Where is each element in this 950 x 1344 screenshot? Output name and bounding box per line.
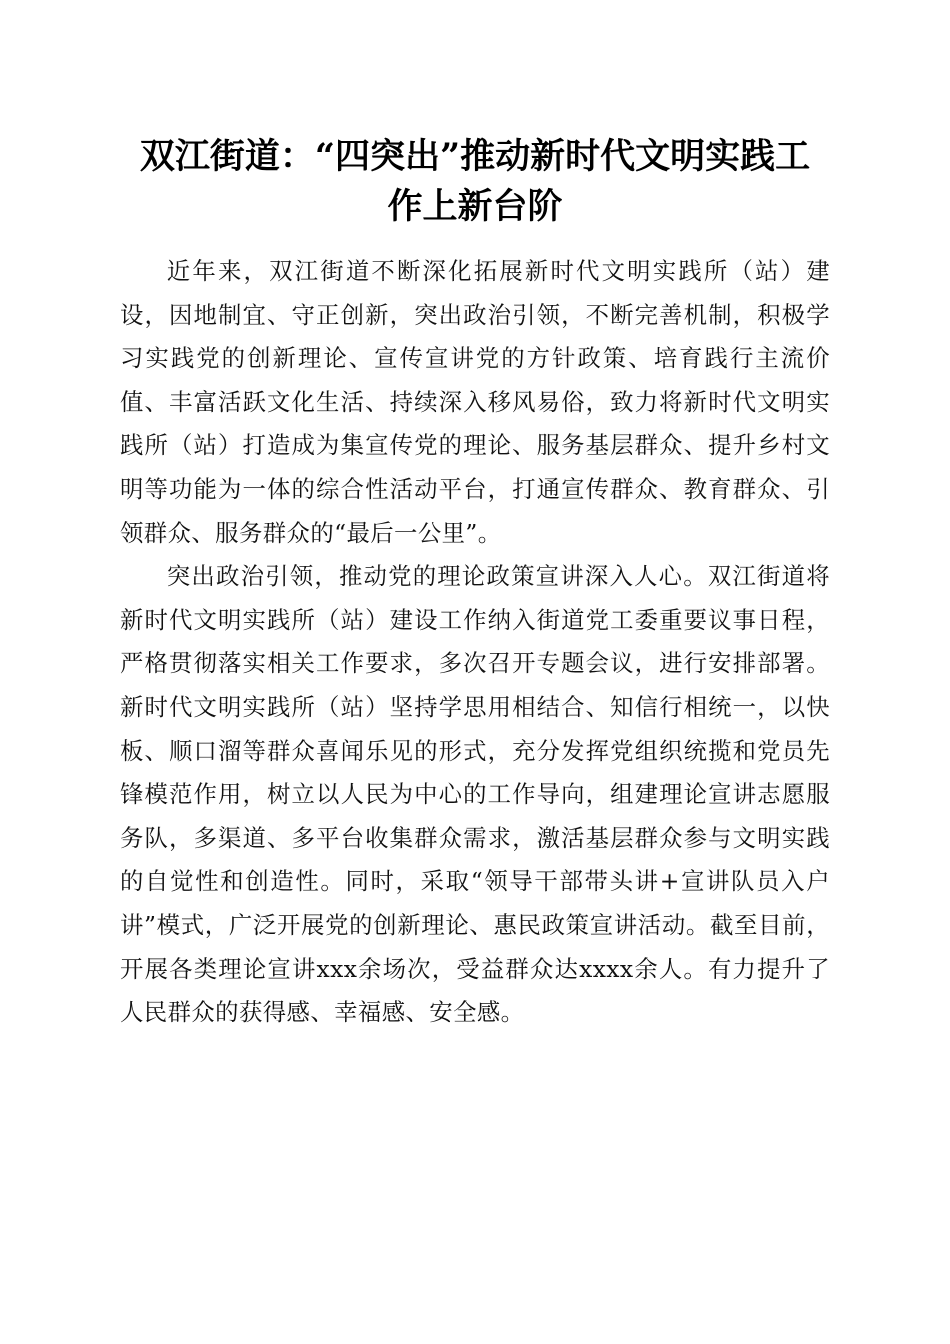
paragraph-2: 突出政治引领，推动党的理论政策宣讲深入人心。双江街道将新时代文明实践所（站）建设工作纳入街道党工委重要议事日程，严格贯彻落实相关工作要求，多次召开专题会议，进行安排部署。新时代文明实践所（站）坚持学思用相结合、知信行相统一，以快板、顺口溜等群众喜闻乐见的形式，充分发挥党组织统揽和党员先锋模范作用，树立以人民为中心的工作导向，组建理论宣讲志愿服务队，多渠道、多平台收集群众需求，激活基层群众参与文明实践的自觉性和创造性。同时，采取“领导干部带头讲+宣讲队员入户讲”模式，广泛开展党的创新理论、惠民政策宣讲活动。截至目前，开展各类理论宣讲xxx余场次，受益群众达xxxx余人。有力提升了人民群众的获得感、幸福感、安全感。 bbox=[120, 562, 830, 1027]
document-title bbox=[100, 132, 850, 232]
paragraph-1: 近年来，双江街道不断深化拓展新时代文明实践所（站）建设，因地制宜、守正创新，突出政治引领，不断完善机制，积极学习实践党的创新理论、宣传宣讲党的方针政策、培育践行主流价值、丰富活跃文化生活、持续深入移风易俗，致力将新时代文明实践所（站）打造成为集宣传党的理论、服务基层群众、提升乡村文明等功能为一体的综合性活动平台，打通宣传群众、教育群众、引领群众、服务群众的“最后一公里”。 bbox=[120, 257, 830, 547]
document-body bbox=[120, 250, 830, 1035]
document-title-line-1: 双江街道：“四突出”推动新时代文明实践工 bbox=[139, 136, 811, 177]
document-title-line-2: 作上新台阶 bbox=[387, 186, 563, 227]
